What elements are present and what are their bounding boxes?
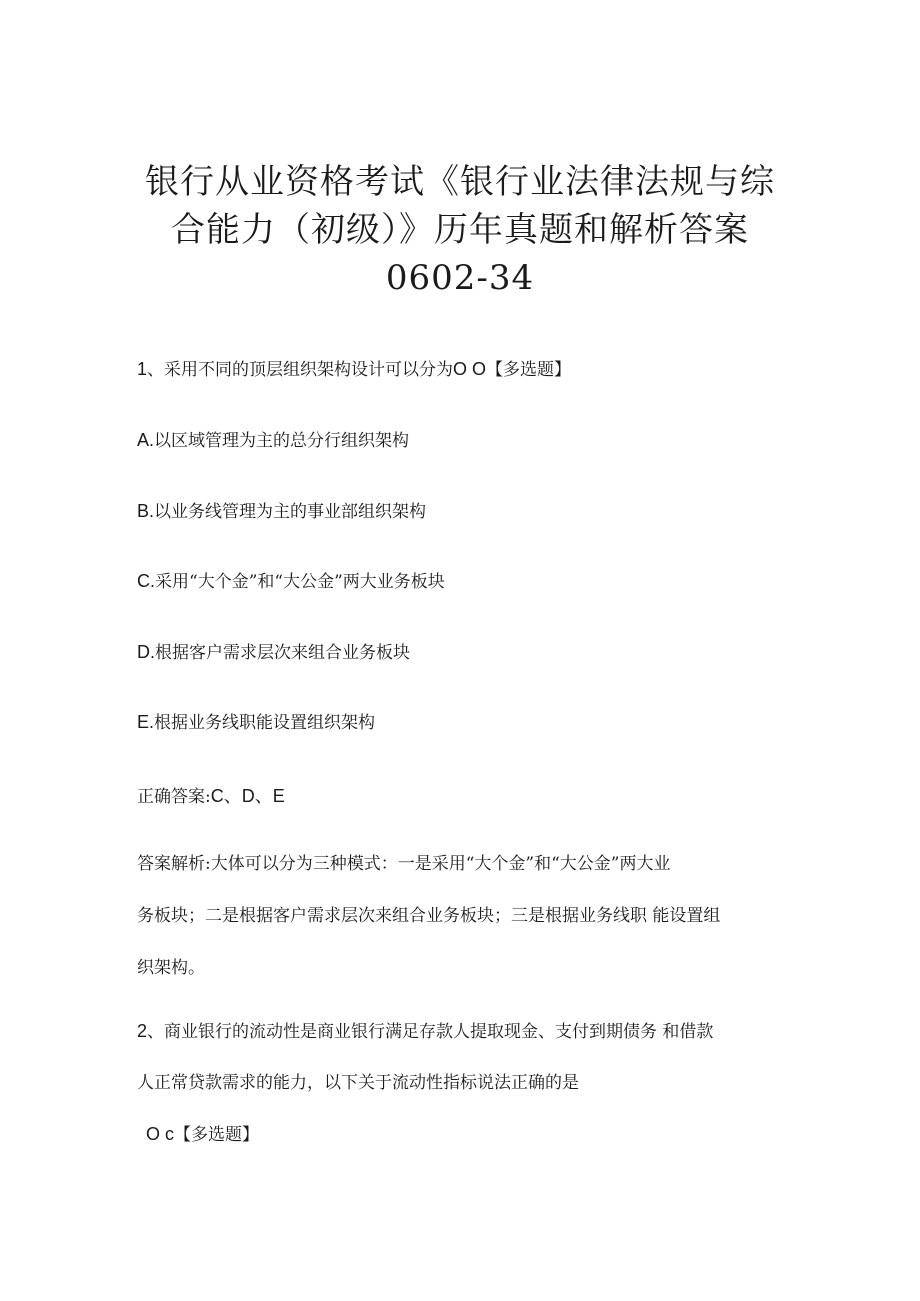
option-letter: A.: [137, 430, 155, 450]
option-text: 根据客户需求层次来组合业务板块: [155, 643, 410, 663]
option-text: 根据业务线职能设置组织架构: [154, 713, 376, 733]
question-2-line-1: [137, 1019, 787, 1071]
question-number: 2: [137, 1021, 148, 1041]
option-letter: B.: [137, 501, 155, 521]
option-text: 以业务线管理为主的事业部组织架构: [154, 502, 427, 522]
question-stem-text: 采用不同的顶层组织架构设计可以分为: [164, 360, 454, 380]
option-letter: D.: [137, 642, 155, 662]
option-letter: C.: [137, 571, 155, 591]
analysis-line-1: 答案解析:大体可以分为三种模式：一是采用“大个金”和“大公金”两大业: [137, 854, 671, 874]
option-letter: E.: [137, 712, 155, 732]
correct-answer-label: 正确答案:: [137, 787, 211, 807]
title-line-2: 合能力（初级）》历年真题和解析答案: [171, 210, 749, 250]
option-text: 以区域管理为主的总分行组织架构: [154, 431, 410, 451]
option-a: [137, 428, 409, 453]
title-line-3: 0602-34: [385, 258, 535, 298]
option-text: 采用“大个金”和“大公金”两大业务板块: [155, 572, 445, 592]
question-type-tag: 【多选题】: [174, 1125, 260, 1145]
option-e: [137, 710, 375, 735]
answer-blank: O c: [146, 1124, 175, 1144]
question-number-separator: 、: [147, 360, 165, 380]
question-2-blank-line: [146, 1122, 259, 1147]
question-2-line-2: 人正常贷款需求的能力，以下关于流动性指标说法正确的是: [137, 1073, 579, 1093]
document-title: [110, 158, 810, 302]
question-2-stem: [137, 1019, 787, 1123]
analysis-line-2: 务板块；二是根据客户需求层次来组合业务板块；三是根据业务线职 能设置组: [137, 906, 721, 926]
analysis-line-3: 织架构。: [137, 958, 205, 978]
correct-answer: [137, 784, 285, 809]
title-line-1: 银行从业资格考试《银行业法律法规与综: [145, 162, 775, 202]
question-stem-text: 商业银行的流动性是商业银行满足存款人提取现金、支付到期债务 和借款: [164, 1022, 714, 1042]
answer-analysis: [137, 852, 787, 1008]
option-c: [137, 569, 445, 594]
option-d: [137, 640, 410, 665]
question-number-separator: 、: [147, 1022, 165, 1042]
question-number: 1: [137, 359, 148, 379]
answer-blank: O O: [453, 359, 487, 379]
option-b: [137, 499, 426, 524]
question-type-tag: 【多选题】: [486, 360, 572, 380]
question-1-stem: [137, 357, 571, 382]
correct-answer-value: C、D、E: [210, 786, 285, 806]
